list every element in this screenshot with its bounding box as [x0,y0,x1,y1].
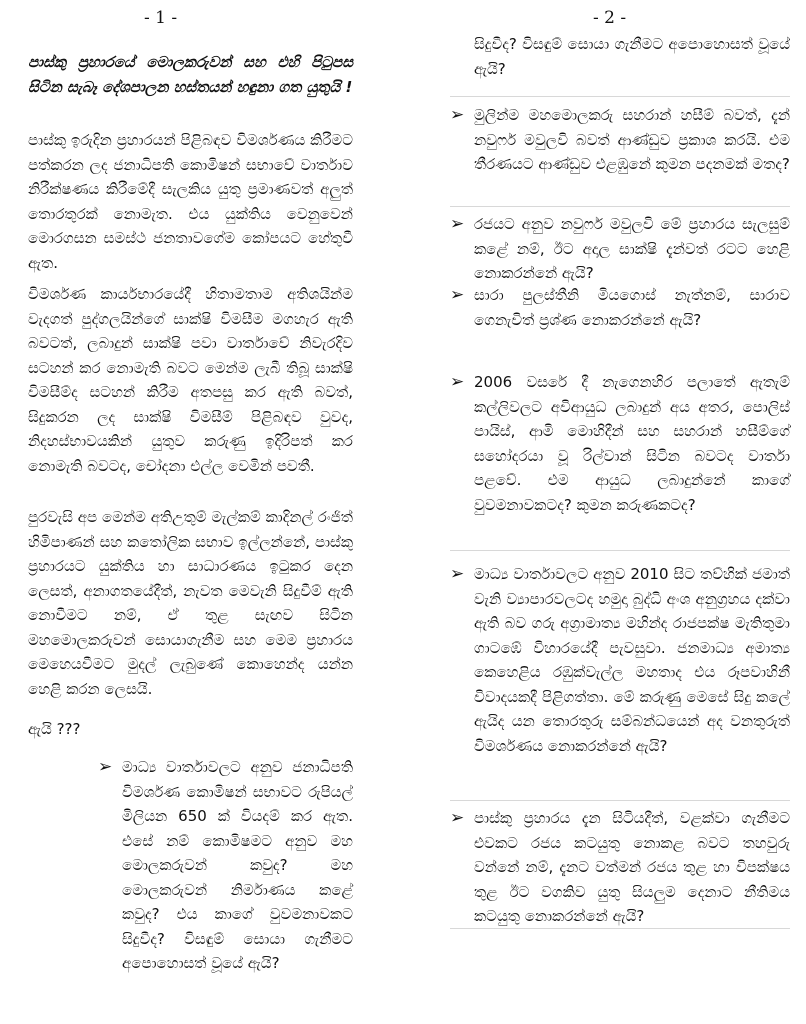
page-number-right: - 2 - [593,8,627,28]
arrow-bullet-icon: ➢ [450,285,465,305]
arrow-bullet-icon: ➢ [450,105,465,125]
article-heading: පාස්කු ප්‍රහාරයේ මොලකරුවන් සහ එහි පිටුපස සිටින සැබෑ දේශපාලන හස්තයන් හඳුනා ගත යුතුයි ! [28,53,353,96]
bullet-item-mastermind [450,103,790,177]
bullet-text: මාධ්‍ය වාර්තාවලට අනුව ජනාධිපති විමර්ශණ කොමිෂන් සභාවට රුපියල් මිලියන 650 ක් වියදම් කර ඇත. එසේ නම් කොමිෂමට අනුව මහ මොලකරුවන් කවුද? මහ මොලකරුවන් නිර්මාණය කළේ කවුද? එය කාගේ වුවමනාවකට සිදුවීද? විසඳුම් සොයා ගැනීමට අපොහොසත් වූයේ ඇයි? [122,758,353,972]
bullet-text: රජයට අනුව නවුෆර් මවුලවි මේ ප්‍රහාරය සැලසුම් කළේ නම්, ඊට අදාල සාක්ෂි දැන්වත් රටට හෙළි නොකරන්නේ ඇයි? [474,215,790,282]
paragraph-intro: පාස්කු ඉරුදින ප්‍රහාරයන් පිළිබඳව විමර්ශණය කිරීමට පත්කරන ලද ජනාධිපති කොමිෂන් සභාවේ වාර්තාව නිරීක්ෂණය කිරීමේදී සැලකිය යුතු ප්‍රමාණවත් අලුත් තොරතුරක් නොමැත. එය යුක්තිය වෙනුවෙන් මොරගසන සමස්ථ ජනතාවගේම කෝපයට හේතුවී ඇත. [28,131,353,272]
bullet-item-accountability [450,806,790,929]
paragraph-investigation: විමර්ශණ කාර්යභාරයේදී හිතාමතාම අතිශයින්ම වැදගත් පුද්ගලයින්ගේ සාක්ෂි විමසීම මගහැර ඇති බවටත්, ලබාදුන් සාක්ෂි පවා වාර්තාවේ නිවැරදිව සටහන් කර නොමැති බවට මෙන්ම ලැබී තිබූ සාක්ෂි විමසීම්ද සටහන් කිරීම අතපසු කර ඇති බවත්, සිදුකරන ලද සාක්ෂි විමසීම් පිළිබඳව වුවද, නිදහස්භාවයකින් යුතුව කරුණු ඉදිරිපත් කර නොමැති බවටද, චෝදනා එල්ල වෙමින් පවතී. [28,285,353,475]
bullet-text: සාරා පුලස්තීනි මියගොස් නැත්නම්, සාරාව ගෙනැවිත් ප්‍රශ්ණ නොකරන්නේ ඇයි? [474,286,790,329]
bullet-text: පාස්කු ප්‍රහාරය දැන සිටියදීත්, වළක්වා ගැනීමට එවකට රජය කටයුතු නොකළ බවට තහවුරු වන්නේ නම්, දැනට වත්මන් රජය තුළ හා විපක්ෂය තුළ ඊට වගකිව යුතු සියලුම දෙනාට නීතිමය කටයුතු නොකරන්නේ ඇයි? [474,809,790,925]
bullet-item-weapons [450,370,790,517]
divider [450,928,790,929]
bullet-text: 2006 වසරේ දී නැගෙනහිර පලාතේ ඇතැම් කල්ලිවලට අවිආයුධ ලබාදුන් අය අතර, පොලිස් පායිස්, ආමි මොහිදීන් සහ සහරාන් හසීම්ගේ සහෝදරයා වූ රිල්වාන් සිටින බවටද වාර්තා පළවේ. එම ආයුධ ලබාදුන්නේ කාගේ වුවමනාවකටද? කුමන කරුණකටද? [474,373,790,514]
bullet-text: මාධ්‍ය වාර්තාවලට අනුව 2010 සිට තව්හික් ජමාත් වැනි ව්‍යාපාරවලටද හමුදා බුද්ධි අංශ අනුග්‍රහය දක්වා ඇති බව ගරු අග්‍රාමාත්‍ය මහින්ද රාජපක්ෂ මැතිතුමා ගාටඹේ විහාරයේදී පැවසුවා. ජනමාධ්‍ය අමාත්‍ය කෙහෙළිය රඹුක්වැල්ල මහතාද එය රූපවාහිනී විවාදයකදී පිළිගත්තා. මේ කරුණු මෙසේ සිදු කලේ ඇයිද යන තොරතුරු සම්බන්ධයෙන් අද වනතුරුත් විමර්ශණය නොකරන්නේ ඇයි? [474,565,790,755]
divider [450,206,790,207]
arrow-bullet-icon: ➢ [450,372,465,392]
bullet-text: මුලින්ම මහමොලකරු සහරාන් හසීම් බවත්, දැන් නවුෆර් මවුලවි බවත් ආණ්ඩුව ප්‍රකාශ කරයි. එම තීරණයට ආණ්ඩුව එළඹුනේ කුමන පදනමක් මතද? [474,106,790,173]
bullet-item-evidence [450,212,790,286]
paragraph-demand: පුරවැසි අප මෙන්ම අතිඋතුම් මැල්කම් කාදිනල් රංජිත් හිමිපාණන් සහ කතෝලික සභාව ඉල්ලන්නේ, පාස්කු ප්‍රහාරයට යුක්තිය හා සාධාරණය ඉටුකර දෙන ලෙසත්, අනාගතයේදීත්, නැවත මෙවැනි සිදුවීම් ඇති නොවීමට නම්, ඒ තුළ සැඟව සිටින මහමොලකරුවන් සොයාගැනීම සහ මෙම ප්‍රහාරය මෙහෙයවීමට මුදල් ලැබුණේ කොහෙන්ද යන්න හෙළි කරන ලෙසයි. [28,508,353,698]
arrow-bullet-icon: ➢ [450,564,465,584]
bullet-item-sara [450,283,790,332]
bullet-item-intelligence [450,562,790,758]
page-number-left: - 1 - [144,8,178,28]
arrow-bullet-icon: ➢ [450,214,465,234]
divider [450,550,790,551]
paragraph-why: ඇයි ??? [28,720,81,738]
divider [450,96,790,97]
divider [450,800,790,801]
bullet-item-commission-cost [98,755,353,976]
arrow-bullet-icon: ➢ [98,757,113,777]
arrow-bullet-icon: ➢ [450,808,465,828]
continued-text: සිදුවීද? විසඳුම් සොයා ගැනීමට අපොහොසත් වූයේ ඇයි? [474,35,790,78]
